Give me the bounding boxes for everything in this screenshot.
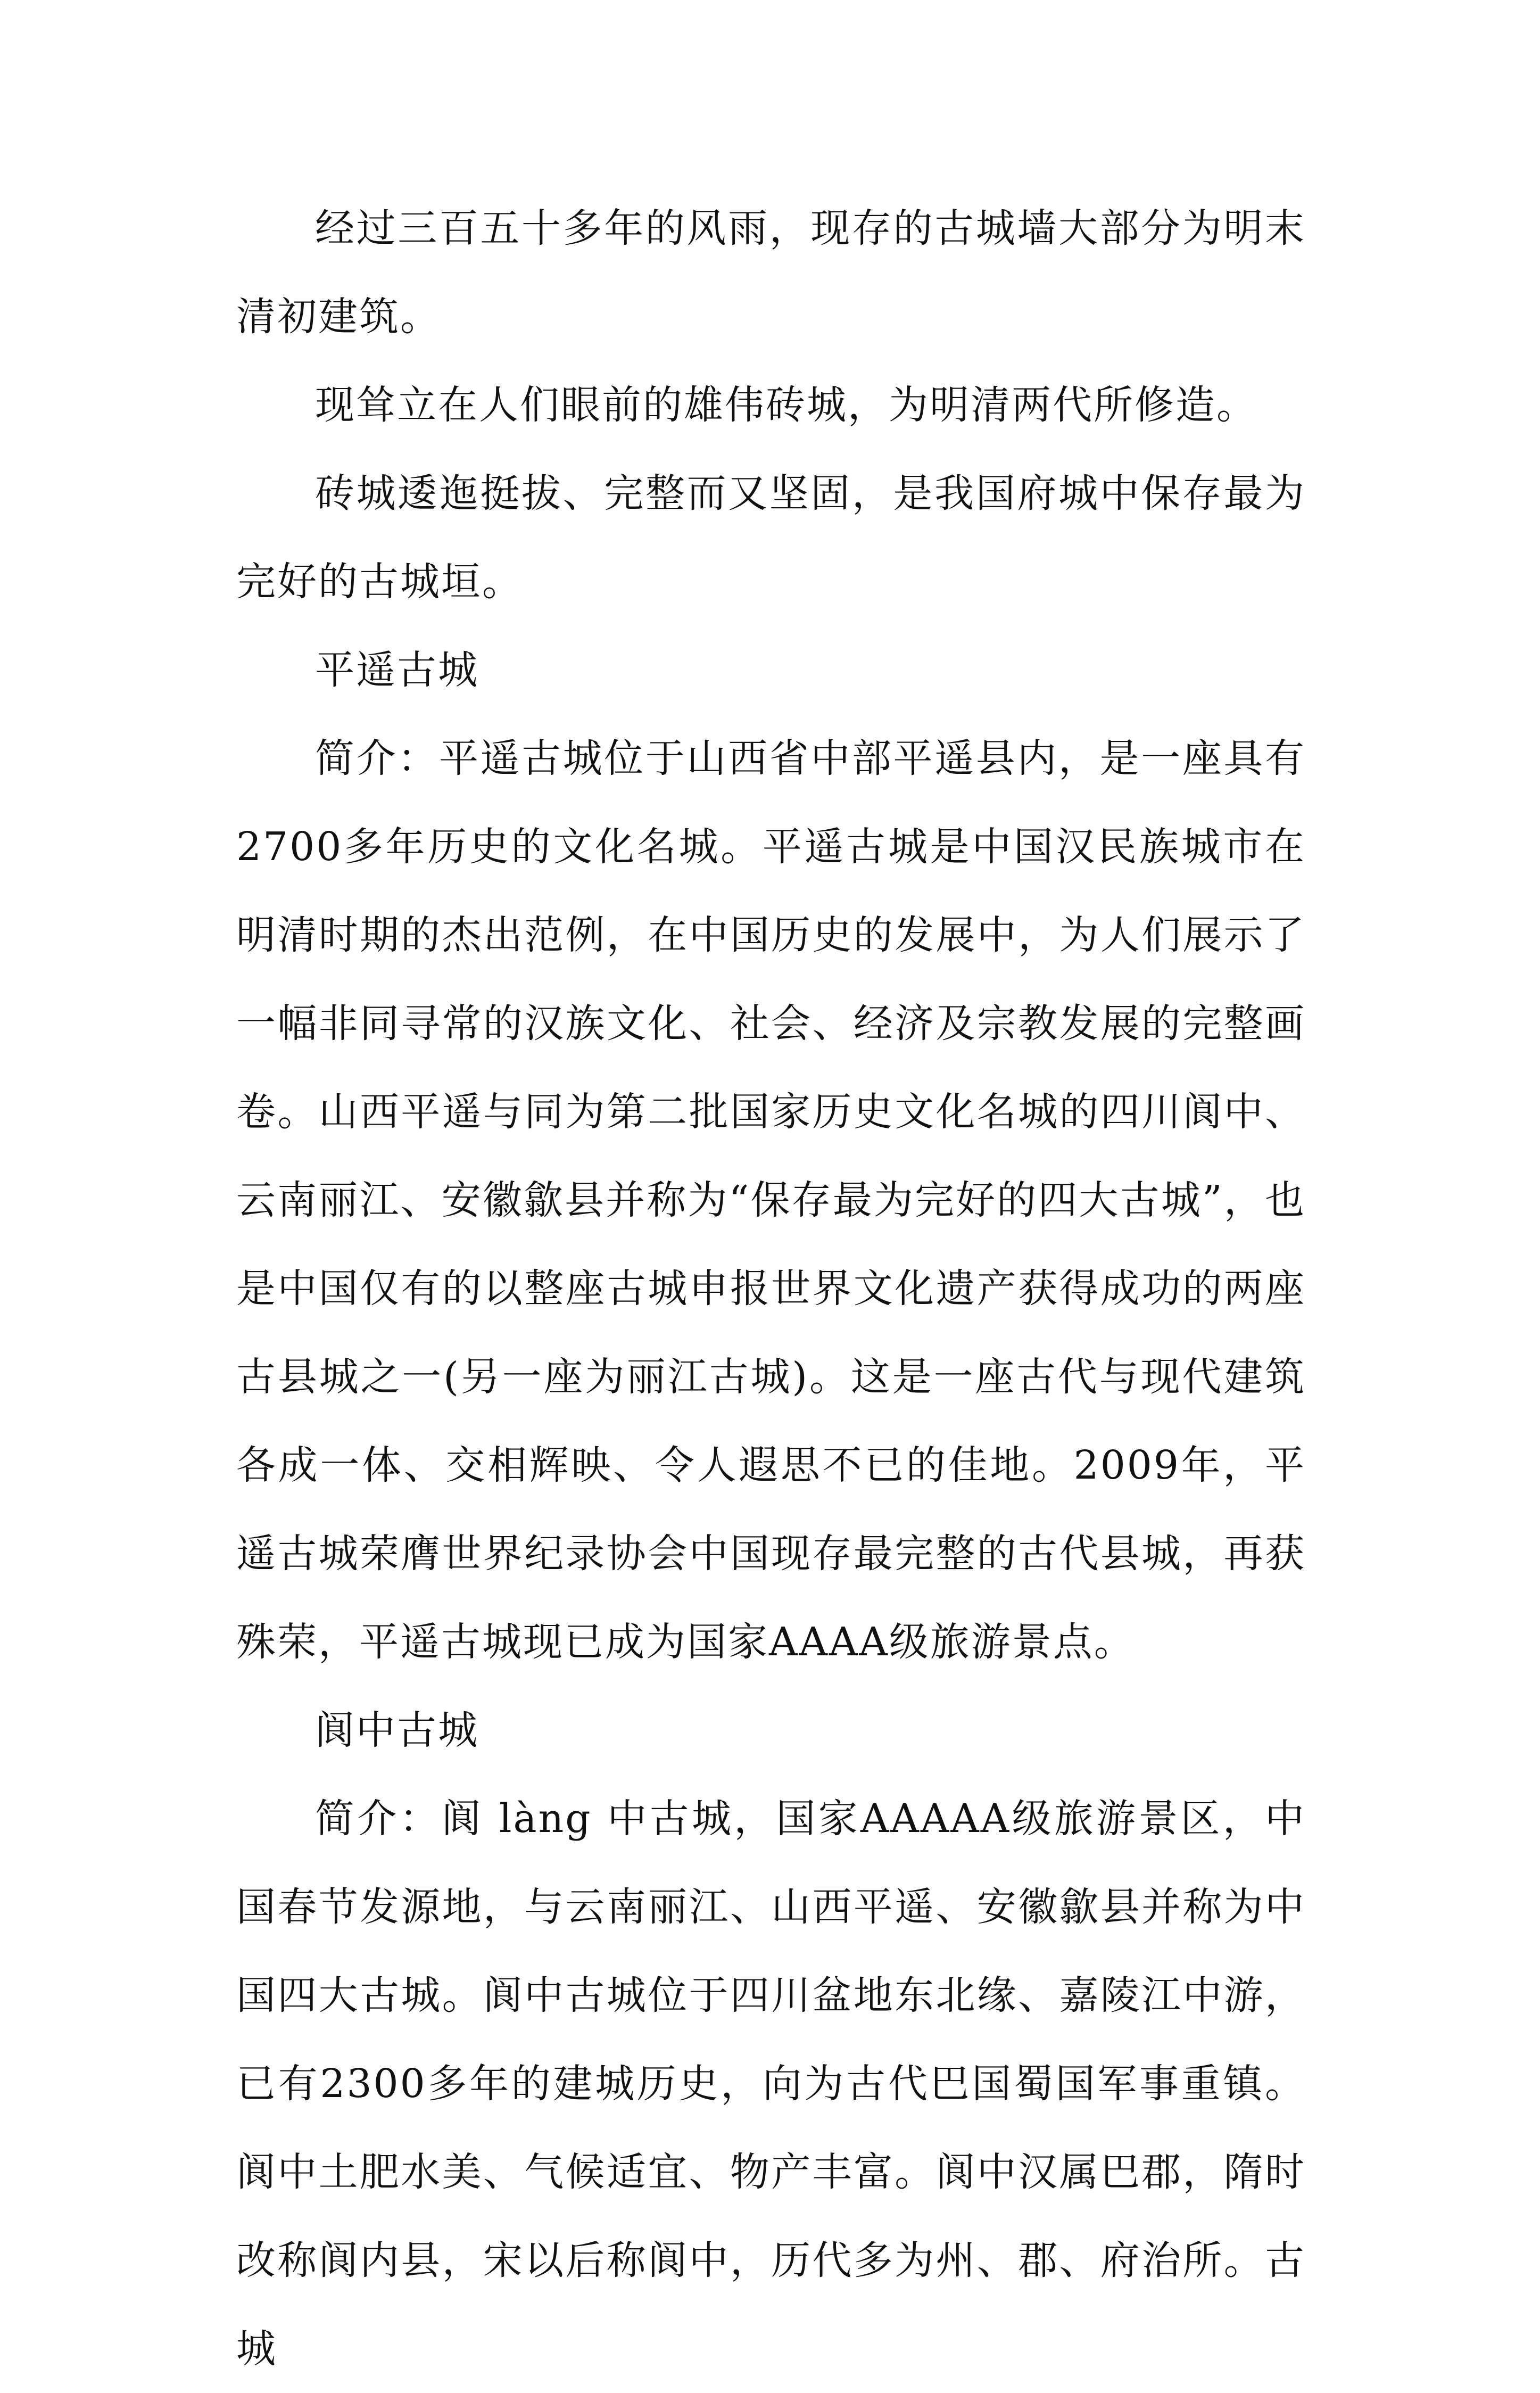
- heading-langzhong: 阆中古城: [315, 1707, 479, 1753]
- document-body: [236, 184, 1306, 2393]
- heading-pingyao: 平遥古城: [315, 647, 479, 693]
- paragraph-brick-city: 现耸立在人们眼前的雄伟砖城，为明清两代所修造。: [315, 382, 1257, 428]
- paragraph-pingyao-intro: 简介：平遥古城位于山西省中部平遥县内，是一座具有2700多年历史的文化名城。平遥古城是中国汉民族城市在明清时期的杰出范例，在中国历史的发展中，为人们展示了一幅非同寻常的汉族文化、社会、经济及宗教发展的完整画卷。山西平遥与同为第二批国家历史文化名城的四川阆中、云南丽江、安徽歙县并称为“保存最为完好的四大古城”，也是中国仅有的以整座古城申报世界文化遗产获得成功的两座古县城之一(另一座为丽江古城)。这是一座古代与现代建筑各成一体、交相辉映、令人遐思不已的佳地。2009年，平遥古城荣膺世界纪录协会中国现存最完整的古代县城，再获殊荣，平遥古城现已成为国家AAAA级旅游景点。: [236, 736, 1306, 1665]
- paragraph-city-wall-preserved: 砖城逶迤挺拔、完整而又坚固，是我国府城中保存最为完好的古城垣。: [236, 471, 1306, 605]
- paragraph-city-wall-history: 经过三百五十多年的风雨，现存的古城墙大部分为明末清初建筑。: [236, 205, 1306, 340]
- paragraph-langzhong-intro: 简介：阆 làng 中古城，国家AAAAA级旅游景区，中国春节发源地，与云南丽江、山西平遥、安徽歙县并称为中国四大古城。阆中古城位于四川盆地东北缘、嘉陵江中游，已有2300多年的建城历史，向为古代巴国蜀国军事重镇。阆中土肥水美、气候适宜、物产丰富。阆中汉属巴郡，隋时改称阆内县，宋以后称阆中，历代多为州、郡、府治所。古城: [236, 1796, 1306, 2372]
